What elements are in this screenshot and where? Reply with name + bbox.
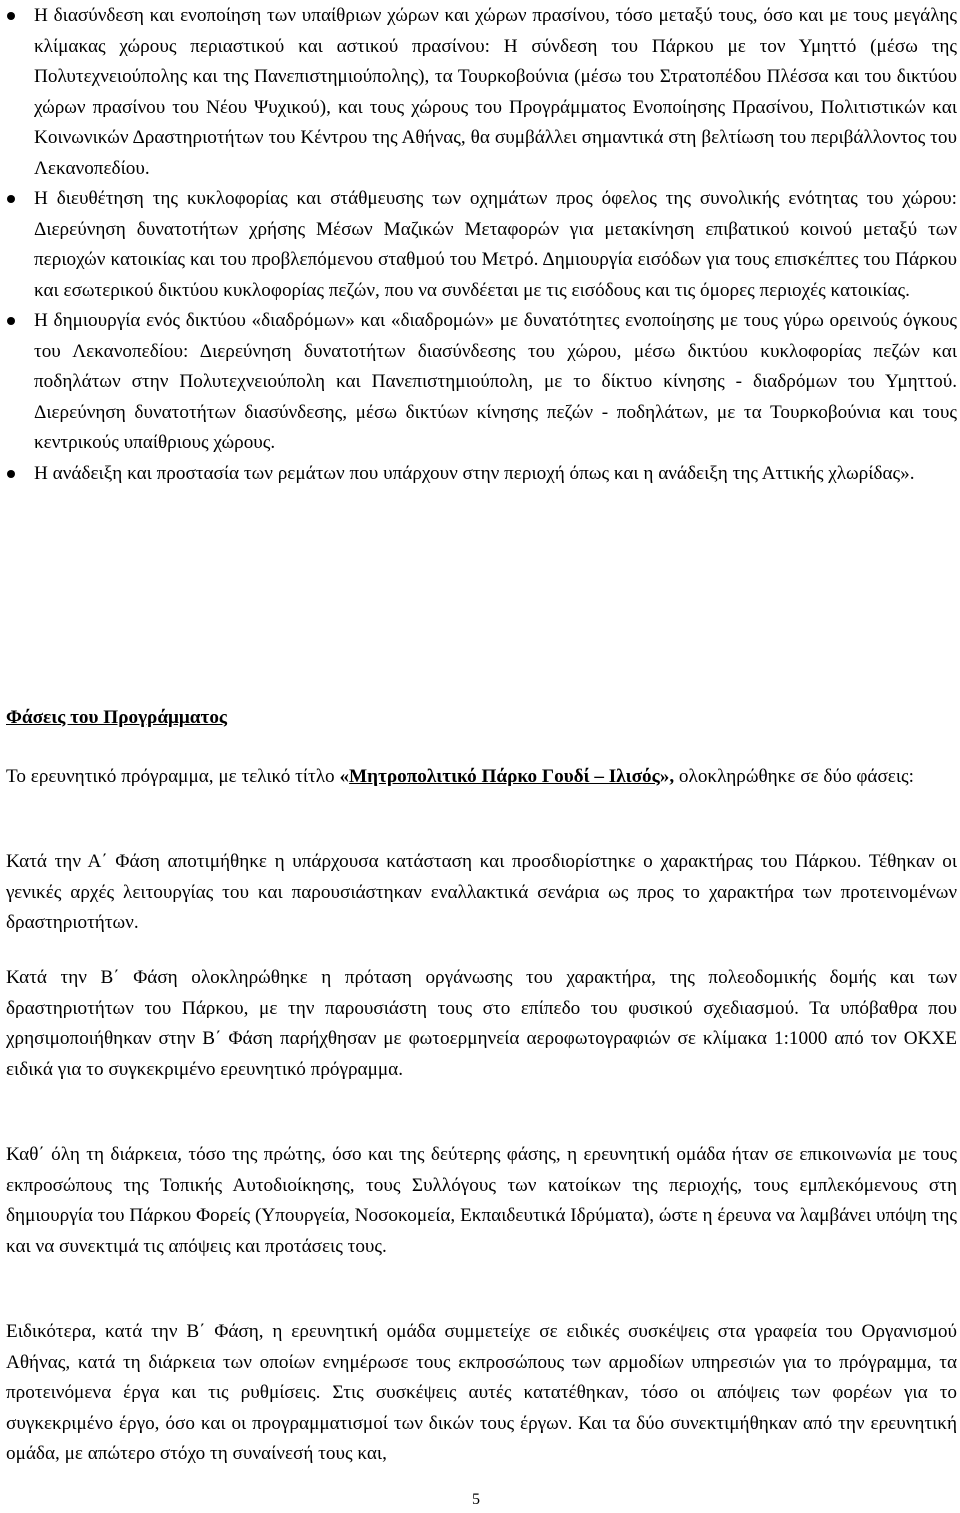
list-item [6,1,957,184]
specifically-paragraph: Ειδικότερα, κατά την Β΄ Φάση, η ερευνητική ομάδα συμμετείχε σε ειδικές συσκέψεις στα γραφεία του Οργανισμού Αθήνας, κατά τη διάρκεια των οποίων ενημέρωσε τους εκπροσώπους των αρμοδίων υπηρεσιών για το πρόγραμμα, τα προτεινόμενα έργα και τις ρυθμίσεις. Στις συσκέψεις αυτές κατατέθηκαν, τόσο οι απόψεις των φορέων για το συγκεκριμένο έργο, όσο και οι προγραμματισμοί των δικών τους έργων. Και τα δύο συνεκτιμήθηκαν από την ερευνητική ομάδα, με απώτερο στόχο τη συναίνεσή τους και, [6,1321,957,1464]
bullet-icon [7,317,15,325]
quote-close: », [659,766,675,787]
intro-text-after: ολοκληρώθηκε σε δύο φάσεις: [674,766,914,787]
list-item [6,306,957,459]
list-item-text: Η ανάδειξη και προστασία των ρεμάτων που υπάρχουν στην περιοχή όπως και η ανάδειξη της Αττικής χλωρίδας». [34,462,915,484]
bullet-icon [7,470,15,478]
list-item-text: Η δημιουργία ενός δικτύου «διαδρόμων» και «διαδρομών» με δυνατότητες ενοποίησης με τους γύρω ορεινούς όγκους του Λεκανοπεδίου: Διερεύνηση δυνατοτήτων διασύνδεσης του χώρου, μέσω δικτύου κυκλοφορίας πεζών και ποδηλάτων στην Πολυτεχνειούπολη και Πανεπιστημιούπολη, με το δίκτυο κίνησης - διαδρόμων του Υμηττού. Διερεύνηση δυνατοτήτων διασύνδεσης, μέσω δικτύων κίνησης πεζών - ποδηλάτων, με τα Τουρκοβούνια και τους κεντρικούς υπαίθριους χώρους. [34,310,957,453]
list-item-text: Η διασύνδεση και ενοποίηση των υπαίθριων χώρων και χώρων πρασίνου, τόσο μεταξύ τους, όσο και με τους μεγάλης κλίμακας χώρους περιαστικού και αστικού πρασίνου: Η σύνδεση του Πάρκου με τον Υμηττό (μέσω της Πολυτεχνειούπολης και της Πανεπιστημιούπολης), τα Τουρκοβούνια (μέσω του Στρατοπέδου Πλέσσα και του δικτύου χώρων πρασίνου του Νέου Ψυχικού), και τους χώρους του Προγράμματος Ενοποίησης Πρασίνου, Πολιτιστικών και Κοινωνικών Δραστηριοτήτων του Κέντρου της Αθήνας, θα συμβάλλει σημαντικά στη βελτίωση του περιβάλλοντος του Λεκανοπεδίου. [34,5,957,179]
list-item [6,459,957,490]
intro-paragraph [6,762,957,793]
phase-a-paragraph: Κατά την Α΄ Φάση αποτιμήθηκε η υπάρχουσα κατάσταση και προσδιορίστηκε ο χαρακτήρας του Πάρκου. Τέθηκαν οι γενικές αρχές λειτουργίας του και παρουσιάστηκαν εναλλακτικά σενάρια ως προς το χαρακτήρα των προτεινομένων δραστηριοτήτων. [6,851,957,933]
cooperation-paragraph: Καθ΄ όλη τη διάρκεια, τόσο της πρώτης, όσο και της δεύτερης φάσης, η ερευνητική ομάδα ήταν σε επικοινωνία με τους εκπροσώπους της Τοπικής Αυτοδιοίκησης, τους Συλλόγους των κατοίκων της περιοχής, τους εμπλεκόμενους στη δημιουργία του Πάρκου Φορείς (Υπουργεία, Νοσοκομεία, Εκπαιδευτικά Ιδρύματα), ώστε η έρευνα να λαμβάνει υπόψη της και να συνεκτιμά τις απόψεις και προτάσεις τους. [6,1144,957,1257]
section-heading: Φάσεις του Προγράμματος [6,707,228,728]
objectives-list [6,1,957,489]
list-item [6,184,957,306]
phase-b-paragraph: Κατά την Β΄ Φάση ολοκληρώθηκε η πρόταση οργάνωσης του χαρακτήρα, της πολεοδομικής δομής και των δραστηριοτήτων του Πάρκου, με την παρουσιάστη τους στο επίπεδο του φυσικού σχεδιασμού. Τα υπόβαθρα που χρησιμοποιήθηκαν στην Β΄ Φάση παρήχθησαν με φωτοερμηνεία αεροφωτογραφιών σε κλίμακα 1:1000 από τον ΟΚΧΕ ειδικά για το συγκεκριμένο ερευνητικό πρόγραμμα. [6,967,957,1080]
bullet-icon [7,12,15,20]
list-item-text: Η διευθέτηση της κυκλοφορίας και στάθμευσης των οχημάτων προς όφελος της συνολικής ενότητας του χώρου: Διερεύνηση δυνατοτήτων χρήσης Μέσων Μαζικών Μεταφορών για μετακίνηση επιβατικού κοινού μεταξύ των περιοχών κατοικίας και του προβλεπόμενου σταθμού του Μετρό. Δημιουργία εισόδων για τους επισκέπτες του Πάρκου και εσωτερικού δικτύου κυκλοφορίας πεζών, που να συνδέεται με τις εισόδους και τις όμορες περιοχές κατοικίας. [34,188,957,301]
bullet-icon [7,195,15,203]
program-title: Μητροπολιτικό Πάρκο Γουδί – Ιλισός [349,766,660,787]
page-number: 5 [472,1491,480,1508]
intro-text-before: Το ερευνητικό πρόγραμμα, με τελικό τίτλο [6,766,340,787]
objectives-list-container [6,1,957,489]
quote-open: « [339,766,350,787]
